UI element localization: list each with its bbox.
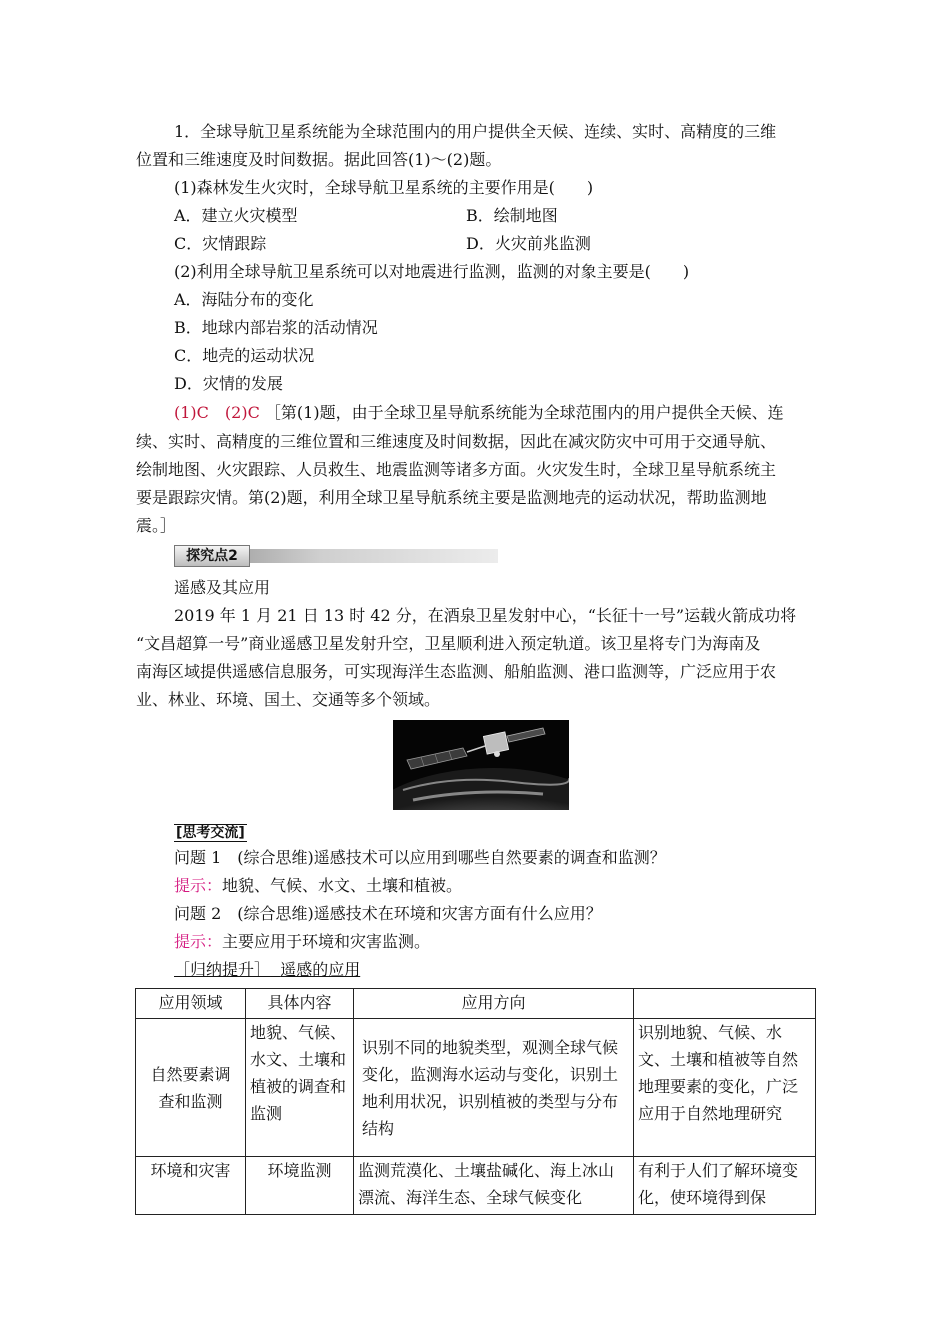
answer-line5: 震。］ bbox=[136, 516, 177, 535]
answer-explanation-start: ［第(1)题，由于全球卫星导航系统能为全球范围内的用户提供全天候、连 bbox=[264, 403, 784, 422]
q1-stem-line1: 1．全球导航卫星系统能为全球范围内的用户提供全天候、连续、实时、高精度的三维 bbox=[174, 122, 777, 141]
section-badge: 探究点2 bbox=[174, 545, 250, 567]
think-answer2: 主要应用于环境和灾害监测。 bbox=[222, 932, 431, 951]
hint-label-2: 提示： bbox=[174, 932, 223, 951]
table-cell-field: 环境和灾害 bbox=[136, 1157, 246, 1215]
table-row bbox=[136, 1019, 816, 1157]
think-answer1-line bbox=[174, 872, 854, 900]
table-cell-field: 自然要素调查和监测 bbox=[136, 1019, 246, 1157]
think-question1: 问题 1 (综合思维)遥感技术可以应用到哪些自然要素的调查和监测？ bbox=[174, 848, 666, 867]
section-para-line1: 2019 年 1 月 21 日 13 时 42 分，在酒泉卫星发射中心，“长征十一号”运载火箭成功将 bbox=[174, 606, 797, 625]
sub2-option-b: B．地球内部岩浆的活动情况 bbox=[174, 318, 378, 337]
answer-line2: 续、实时、高精度的三维位置和三维速度及时间数据，因此在减灾防灾中可用于交通导航、 bbox=[136, 432, 777, 451]
sub1-option-a: A．建立火灾模型 bbox=[174, 206, 298, 225]
table-header-cell: 应用领域 bbox=[136, 989, 246, 1019]
answer-line1 bbox=[174, 399, 854, 427]
section-para-line2: “文昌超算一号”商业遥感卫星发射升空，卫星顺利进入预定轨道。该卫星将专门为海南及 bbox=[136, 634, 761, 653]
hint-label-1: 提示： bbox=[174, 876, 223, 895]
q1-sub2: (2)利用全球导航卫星系统可以对地震进行监测，监测的对象主要是( ) bbox=[174, 262, 690, 281]
sub1-option-c: C．灾情跟踪 bbox=[174, 234, 267, 253]
table-cell-direction: 识别不同的地貌类型，观测全球气候变化，监测海水运动与变化，识别土地利用状况，识别植被的类型与分布结构 bbox=[354, 1019, 634, 1157]
sub2-option-d: D．灾情的发展 bbox=[174, 374, 283, 393]
think-question2: 问题 2 (综合思维)遥感技术在环境和灾害方面有什么应用？ bbox=[174, 904, 602, 923]
table-cell-note: 识别地貌、气候、水文、土壤和植被等自然地理要素的变化，广泛应用于自然地理研究 bbox=[634, 1019, 816, 1157]
think-answer1: 地貌、气候、水文、土壤和植被。 bbox=[222, 876, 463, 895]
q1-sub1: (1)森林发生火灾时，全球导航卫星系统的主要作用是( ) bbox=[174, 178, 594, 197]
sub1-options-row1 bbox=[174, 202, 854, 230]
answer-line3: 绘制地图、火灾跟踪、人员救生、地震监测等诸多方面。火灾发生时，全球卫星导航系统主 bbox=[136, 460, 777, 479]
sub1-options-row2 bbox=[174, 230, 854, 258]
table-cell-content: 地貌、气候、水文、土壤和植被的调查和监测 bbox=[246, 1019, 354, 1157]
table-header-cell: 具体内容 bbox=[246, 989, 354, 1019]
table-header-cell bbox=[634, 989, 816, 1019]
sub1-option-d: D．火灾前兆监测 bbox=[466, 234, 591, 253]
table-header-row bbox=[136, 989, 816, 1019]
sub1-option-b: B．绘制地图 bbox=[466, 206, 558, 225]
table-row bbox=[136, 1157, 816, 1215]
satellite-photo bbox=[393, 720, 569, 810]
summary-heading bbox=[174, 956, 854, 984]
table-cell-content: 环境监测 bbox=[246, 1157, 354, 1215]
answer-key: (1)C (2)C bbox=[174, 403, 260, 422]
summary-bracket: ［归纳提升］ bbox=[174, 960, 271, 979]
section-banner bbox=[174, 545, 498, 567]
think-exchange-label: [思考交流] bbox=[176, 825, 245, 841]
table-header-cell: 应用方向 bbox=[354, 989, 634, 1019]
table-cell-direction: 监测荒漠化、土壤盐碱化、海上冰山漂流、海洋生态、全球气候变化 bbox=[354, 1157, 634, 1215]
section-para-line3: 南海区域提供遥感信息服务，可实现海洋生态监测、船舶监测、港口监测等，广泛应用于农 bbox=[136, 662, 777, 681]
answer-line4: 要是跟踪灾情。第(2)题，利用全球卫星导航系统主要是监测地壳的运动状况，帮助监测地 bbox=[136, 488, 767, 507]
sub2-option-a: A．海陆分布的变化 bbox=[174, 290, 314, 309]
satellite-illustration bbox=[393, 720, 569, 810]
section-para-line4: 业、林业、环境、国土、交通等多个领域。 bbox=[136, 690, 441, 709]
remote-sensing-application-table bbox=[135, 988, 816, 1215]
think-answer2-line bbox=[174, 928, 854, 956]
sub2-option-c: C．地壳的运动状况 bbox=[174, 346, 315, 365]
q1-stem-line2: 位置和三维速度及时间数据。据此回答(1)～(2)题。 bbox=[136, 150, 502, 169]
table-cell-note: 有利于人们了解环境变化，使环境得到保 bbox=[634, 1157, 816, 1215]
section-title: 遥感及其应用 bbox=[174, 578, 271, 597]
summary-title: 遥感的应用 bbox=[280, 960, 361, 979]
